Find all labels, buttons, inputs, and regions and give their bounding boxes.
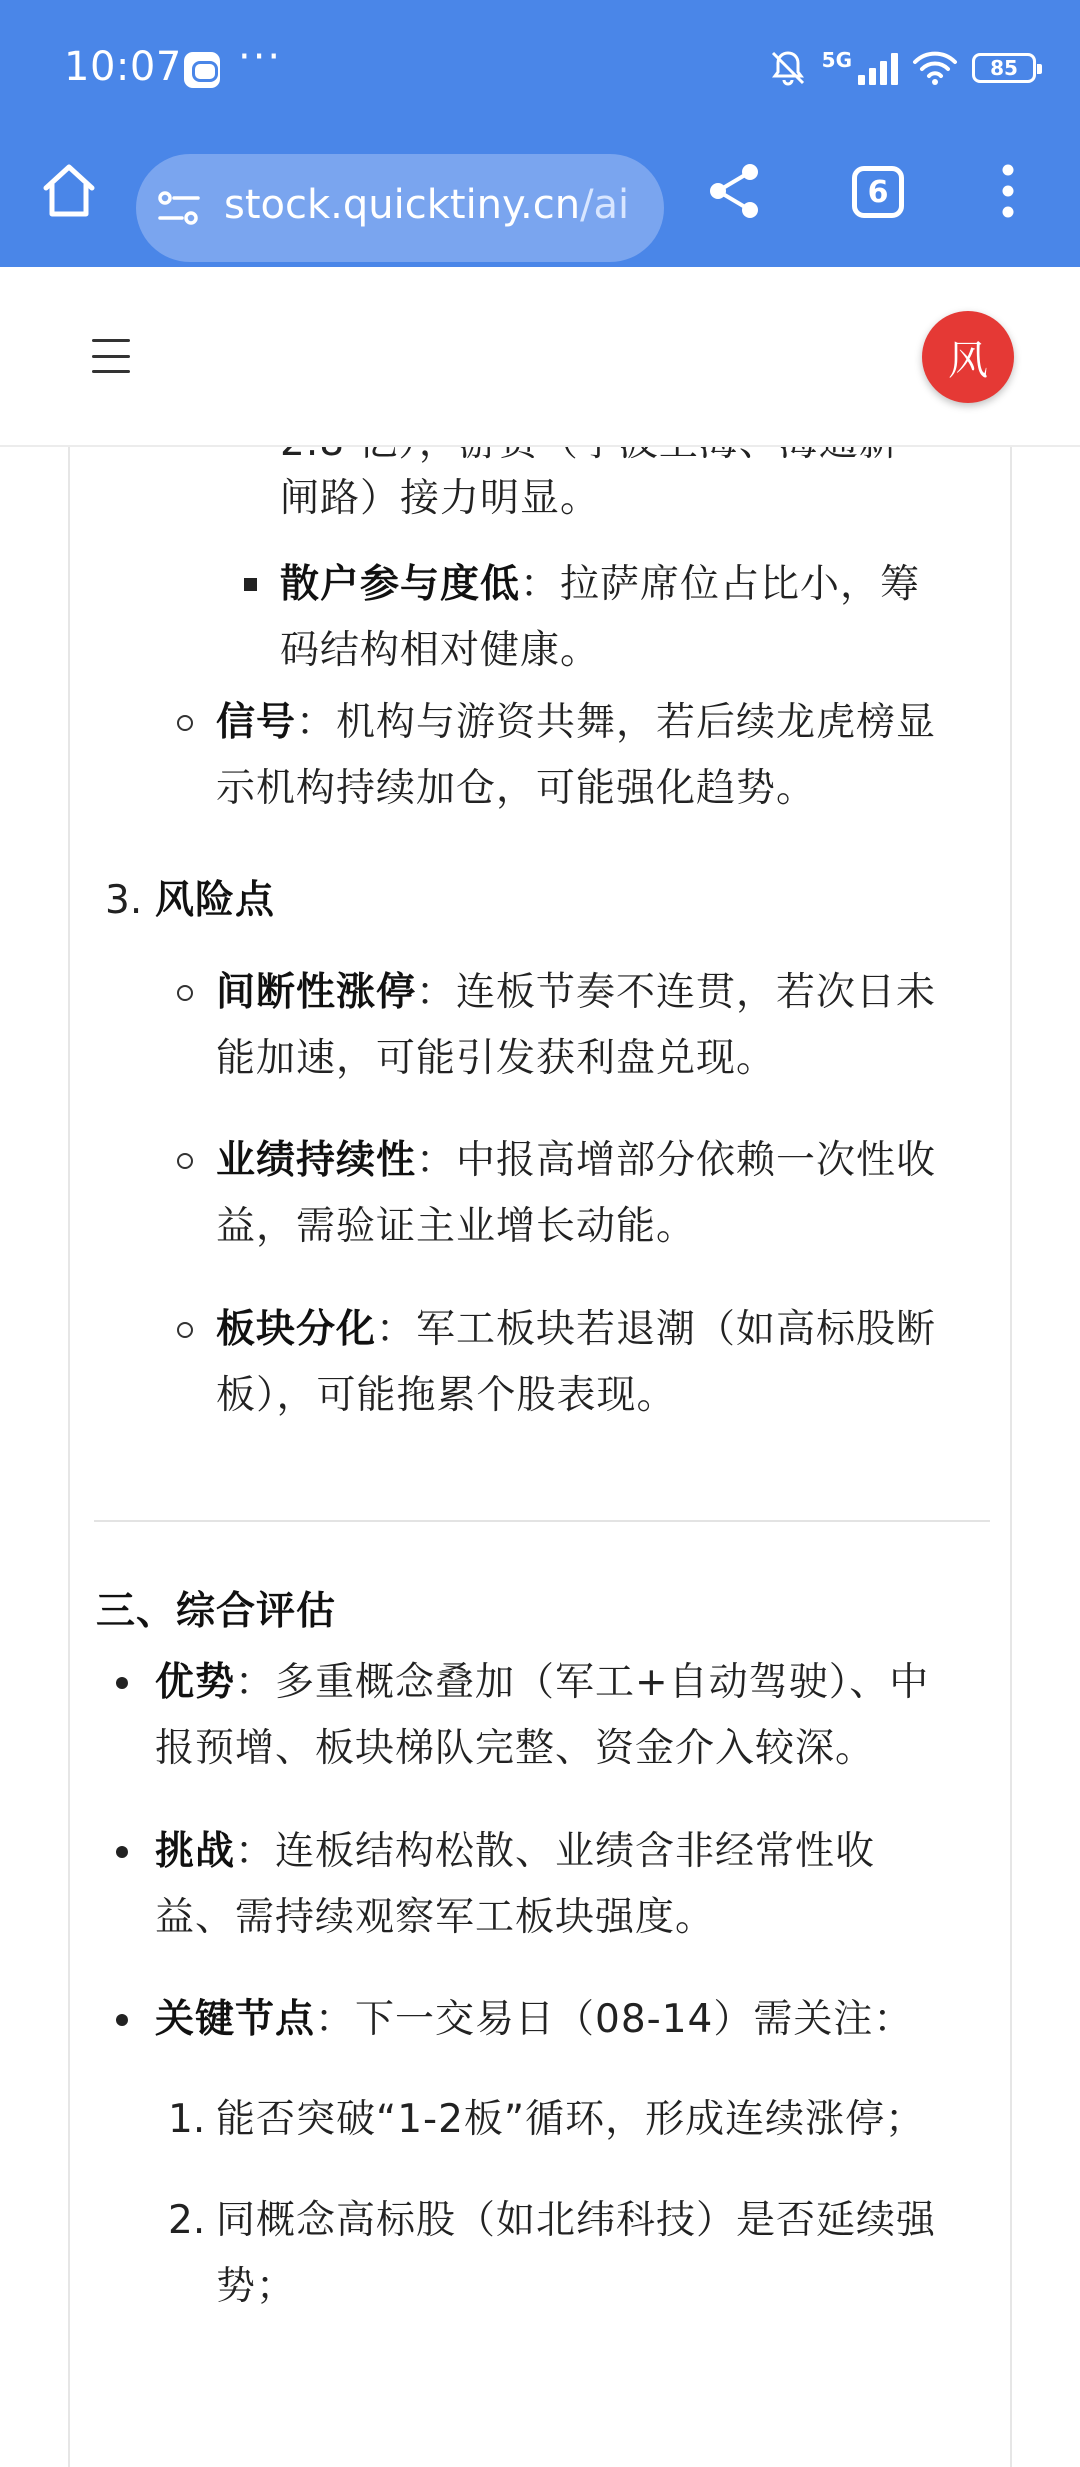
item-term: 业绩持续性 bbox=[216, 1138, 417, 1183]
item-text: ：下一交易日（08-14）需关注： bbox=[315, 1997, 914, 2042]
dot-bullet bbox=[116, 2014, 128, 2026]
list-item bbox=[280, 551, 920, 618]
hamburger-menu-icon[interactable] bbox=[92, 335, 134, 377]
list-item-cont: 码结构相对健康。 bbox=[280, 628, 601, 673]
list-item-cont: 示机构持续加仓，可能强化趋势。 bbox=[216, 766, 817, 811]
signal-icon bbox=[858, 51, 898, 85]
item-term: 挑战 bbox=[155, 1829, 236, 1874]
list-item-cont: 板），可能拖累个股表现。 bbox=[216, 1373, 677, 1418]
url-path: /ai bbox=[580, 182, 630, 228]
dot-bullet bbox=[116, 1846, 128, 1858]
home-icon[interactable] bbox=[36, 158, 102, 224]
circle-bullet bbox=[177, 1153, 193, 1169]
browser-chrome bbox=[0, 0, 1080, 267]
item-term: 信号 bbox=[216, 700, 297, 745]
item-term: 间断性涨停 bbox=[216, 970, 417, 1015]
circle-bullet bbox=[177, 1322, 193, 1338]
numbered-item-cont: 势； bbox=[216, 2264, 297, 2309]
numbered-item: 能否突破“1-2板”循环，形成连续涨停； bbox=[216, 2097, 926, 2142]
list-item bbox=[216, 1296, 936, 1363]
status-bar bbox=[0, 0, 1080, 130]
bell-off-icon bbox=[768, 48, 808, 88]
circle-bullet bbox=[177, 985, 193, 1001]
status-icons bbox=[768, 46, 1036, 90]
list-item-cont: 益、需持续观察军工板块强度。 bbox=[155, 1895, 716, 1940]
bullet-text-line: 闸路）接力明显。 bbox=[280, 476, 601, 521]
list-number: 3. bbox=[105, 878, 143, 923]
item-term: 优势 bbox=[155, 1660, 236, 1705]
item-term: 关键节点 bbox=[155, 1997, 316, 2042]
chat-notification-icon bbox=[184, 52, 220, 88]
list-item bbox=[155, 1818, 875, 1885]
section-heading: 三、综合评估 bbox=[96, 1589, 337, 1634]
site-header bbox=[0, 267, 1080, 447]
list-number: 2. bbox=[168, 2198, 206, 2243]
list-item-cont: 能加速，可能引发获利盘兑现。 bbox=[216, 1036, 777, 1081]
address-bar[interactable] bbox=[136, 154, 664, 262]
numbered-item: 同概念高标股（如北纬科技）是否延续强 bbox=[216, 2198, 937, 2243]
share-icon[interactable] bbox=[704, 160, 766, 222]
list-item bbox=[216, 1127, 936, 1194]
item-text: ：多重概念叠加（军工+自动驾驶）、中 bbox=[235, 1660, 930, 1705]
more-notifications-icon: ··· bbox=[238, 34, 283, 80]
list-item-cont: 益，需验证主业增长动能。 bbox=[216, 1204, 697, 1249]
wifi-icon bbox=[912, 49, 958, 87]
item-text: ：机构与游资共舞，若后续龙虎榜显 bbox=[296, 700, 937, 745]
square-bullet bbox=[244, 578, 257, 591]
item-term: 散户参与度低 bbox=[280, 562, 521, 607]
answer-card bbox=[68, 367, 1012, 2467]
item-text: ：军工板块若退潮（如高标股断 bbox=[376, 1307, 937, 1352]
section-divider bbox=[94, 1520, 990, 1522]
circle-bullet bbox=[177, 715, 193, 731]
battery-icon bbox=[972, 53, 1036, 83]
browser-toolbar bbox=[0, 130, 1080, 267]
status-time: 10:07 bbox=[64, 44, 182, 90]
site-settings-icon[interactable] bbox=[156, 188, 202, 228]
network-type: 5G bbox=[821, 48, 852, 72]
tab-switcher-button[interactable]: 6 bbox=[852, 166, 904, 218]
dot-bullet bbox=[116, 1677, 128, 1689]
overflow-menu-icon[interactable] bbox=[986, 160, 1030, 222]
article-content bbox=[0, 447, 1080, 2400]
url-domain: stock.quicktiny.cn bbox=[224, 182, 581, 228]
item-text: ：拉萨席位占比小，筹 bbox=[520, 562, 921, 607]
heading-text: 风险点 bbox=[155, 878, 276, 923]
item-text: ：连板结构松散、业绩含非经常性收 bbox=[235, 1829, 876, 1874]
item-term: 板块分化 bbox=[216, 1307, 377, 1352]
list-item bbox=[216, 689, 936, 756]
item-text: ：连板节奏不连贯，若次日未 bbox=[416, 970, 937, 1015]
list-item bbox=[216, 959, 936, 1026]
list-item-cont: 报预增、板块梯队完整、资金介入较深。 bbox=[155, 1726, 876, 1771]
url-text[interactable] bbox=[224, 182, 629, 228]
item-text: ：中报高增部分依赖一次性收 bbox=[416, 1138, 937, 1183]
battery-level: 85 bbox=[990, 56, 1018, 80]
list-number: 1. bbox=[168, 2097, 206, 2142]
list-item bbox=[155, 1649, 929, 1716]
numbered-heading bbox=[155, 867, 275, 934]
user-avatar[interactable]: 风 bbox=[922, 311, 1014, 403]
list-item bbox=[155, 1986, 913, 2053]
